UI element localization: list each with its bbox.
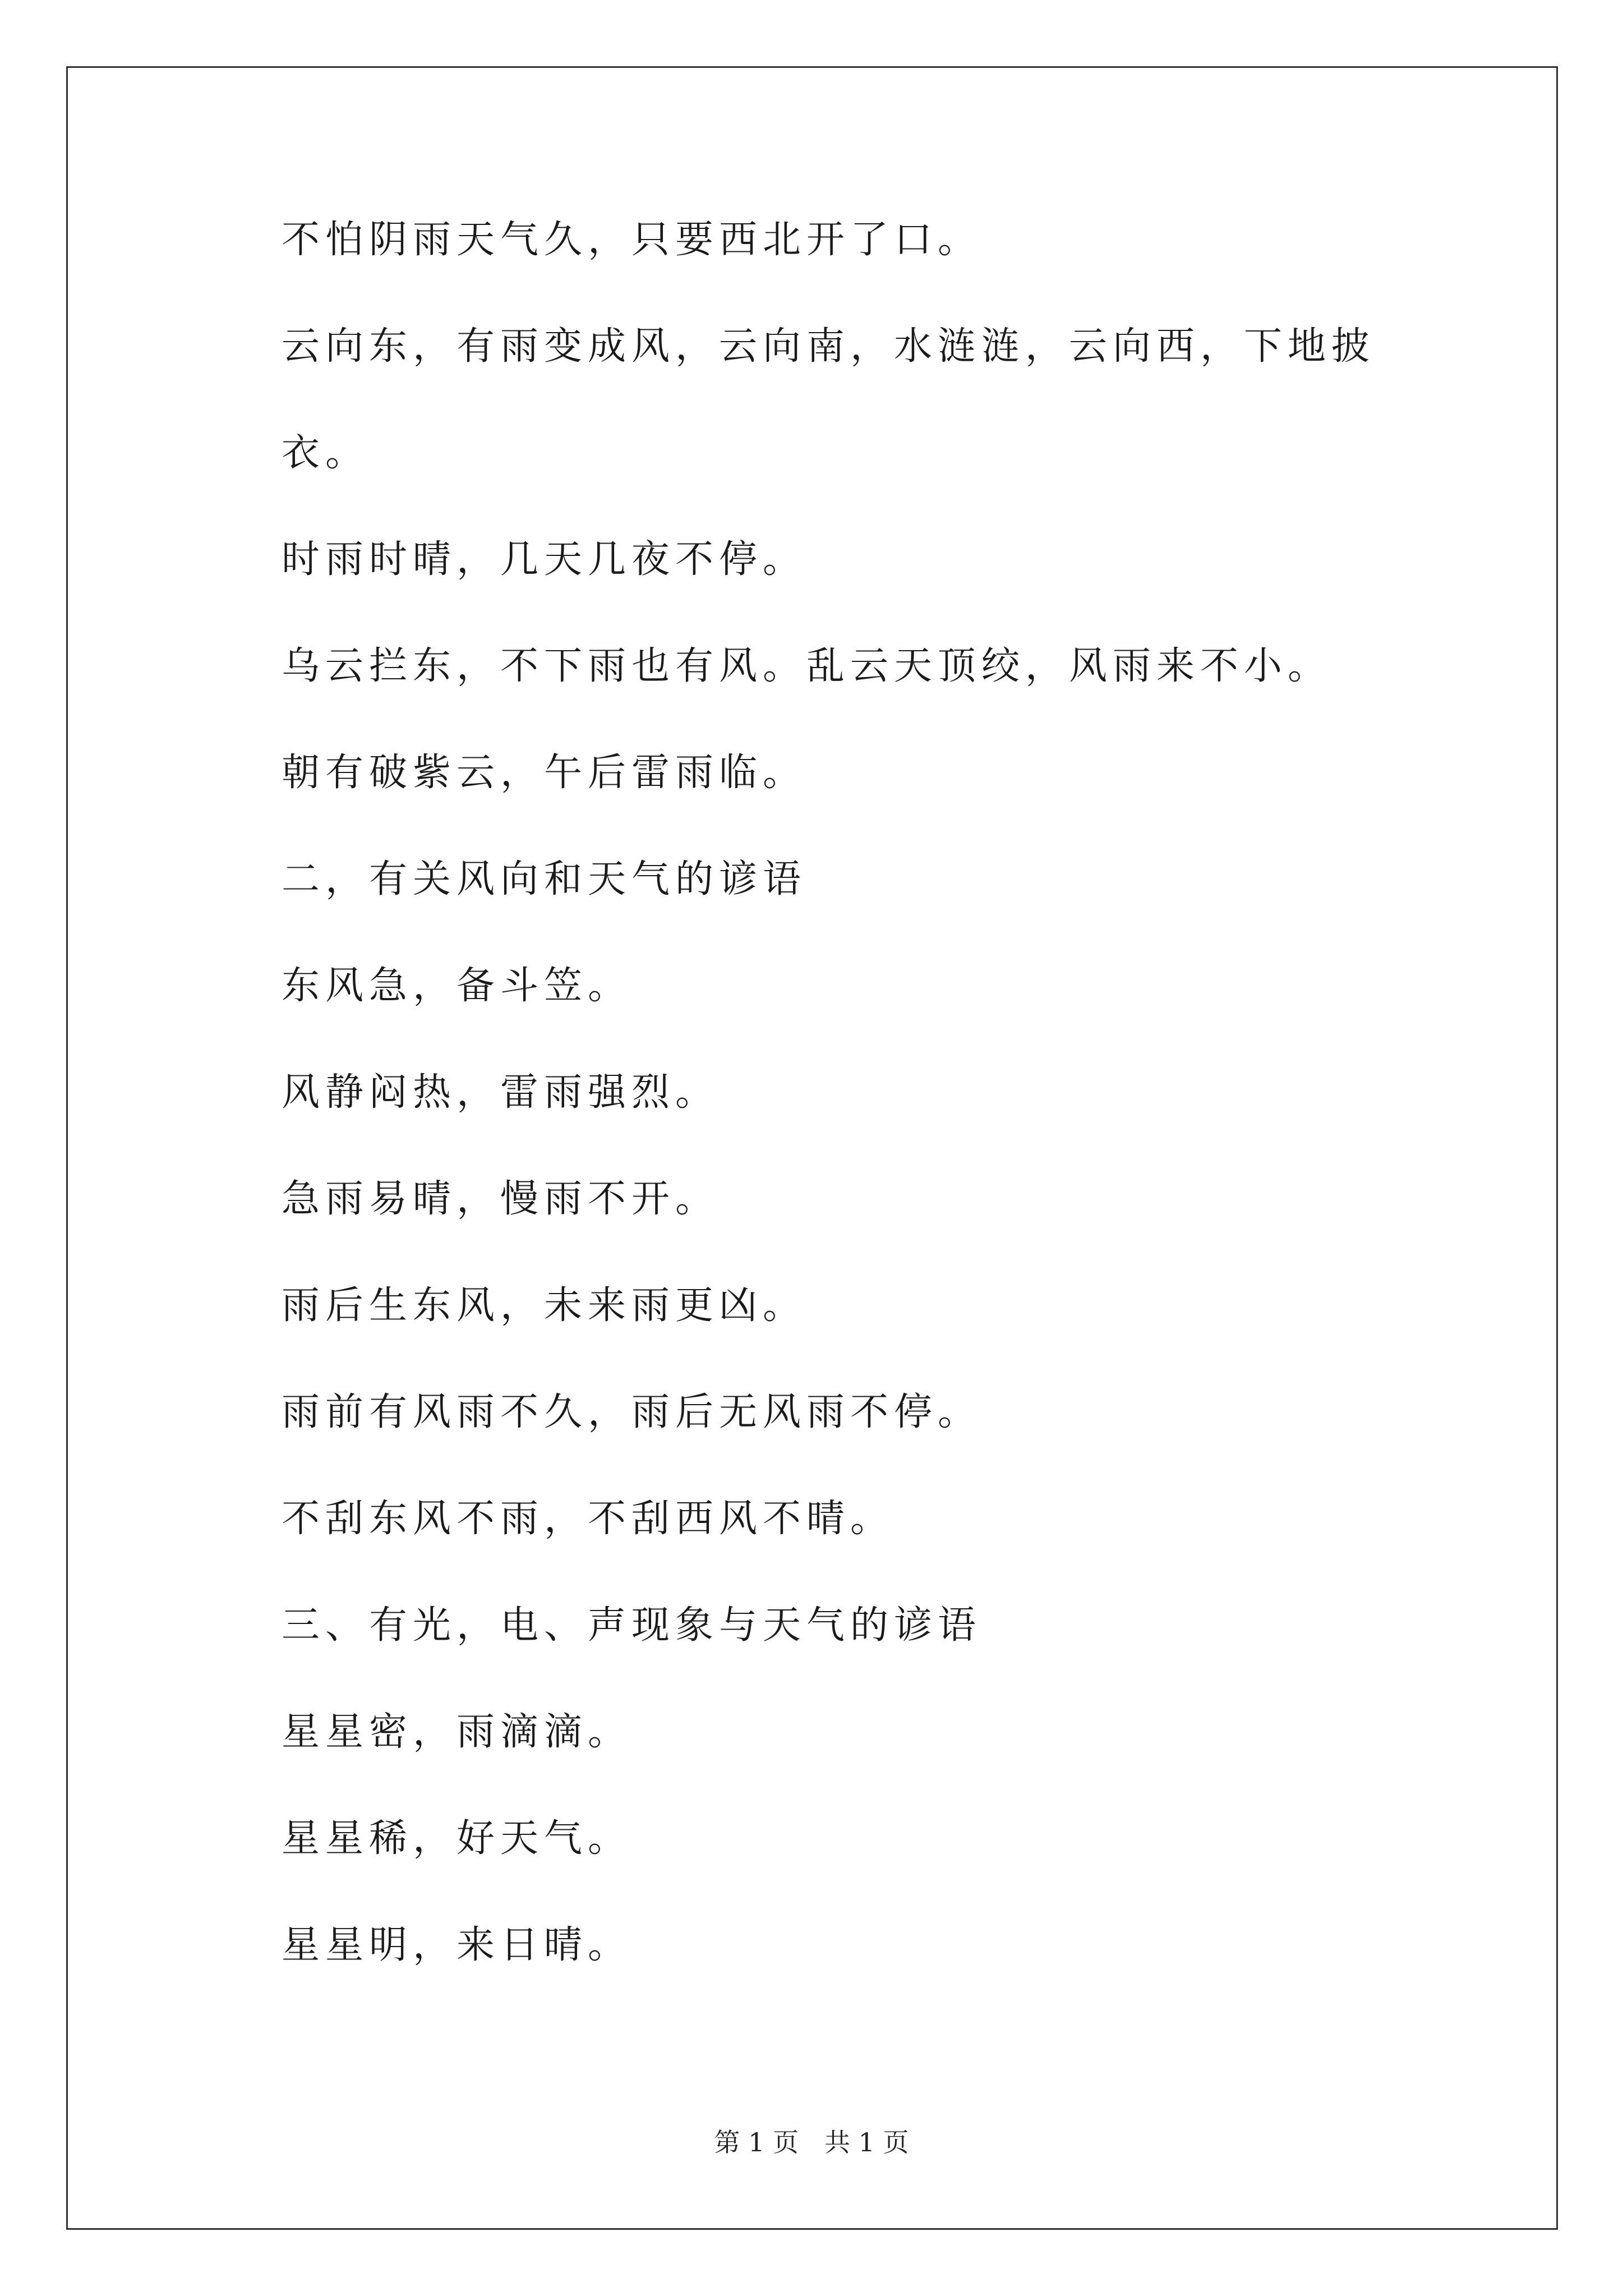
text-line: 星星密，雨滴滴。 — [282, 1710, 632, 1754]
document-body — [282, 218, 1376, 2030]
text-line: 时雨时晴，几天几夜不停。 — [282, 537, 807, 582]
text-line: 星星明，来日晴。 — [282, 1923, 632, 1967]
section-heading: 二，有关风向和天气的谚语 — [282, 857, 807, 901]
text-line: 衣。 — [282, 431, 370, 475]
text-line: 朝有破紫云，午后雷雨临。 — [282, 751, 807, 795]
text-line: 不刮东风不雨，不刮西风不晴。 — [282, 1497, 895, 1541]
text-line: 乌云拦东，不下雨也有风。乱云天顶绞，风雨来不小。 — [282, 644, 1332, 688]
section-heading: 三、有光，电、声现象与天气的谚语 — [282, 1603, 982, 1648]
text-line: 风静闷热，雷雨强烈。 — [282, 1070, 720, 1115]
page-footer: 第 1 页 共 1 页 — [714, 2127, 909, 2157]
text-line: 星星稀，好天气。 — [282, 1816, 632, 1861]
text-line: 云向东，有雨变成风，云向南，水涟涟，云向西，下地披 — [282, 324, 1376, 369]
text-line: 东风急，备斗笠。 — [282, 964, 632, 1008]
text-line: 雨后生东风，未来雨更凶。 — [282, 1283, 807, 1328]
text-line: 不怕阴雨天气久，只要西北开了口。 — [282, 218, 982, 262]
text-line: 雨前有风雨不久，雨后无风雨不停。 — [282, 1390, 982, 1434]
text-line: 急雨易晴，慢雨不开。 — [282, 1177, 720, 1221]
